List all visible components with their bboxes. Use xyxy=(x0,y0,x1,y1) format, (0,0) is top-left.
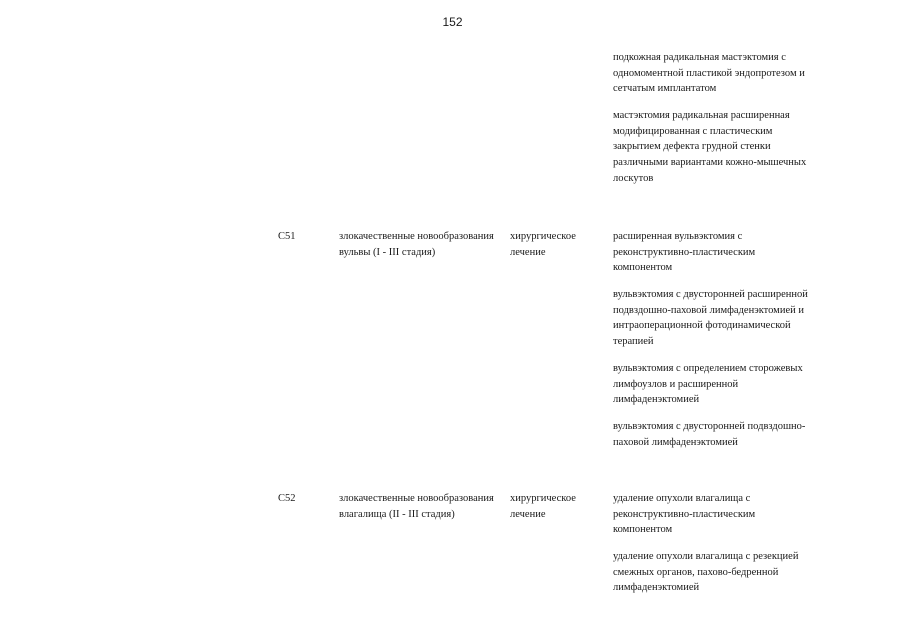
operation-item: удаление опухоли влагалища с реконструктивно-пластическим компонентом xyxy=(613,493,756,536)
operation-item: мастэктомия радикальная расширенная модифицированная с пластическим закрытием дефекта грудной стенки различными вариантами кожно-мышечных лоскутов xyxy=(613,110,807,184)
row-code: C52 xyxy=(278,493,296,504)
row-operations xyxy=(613,491,813,608)
operation-item: расширенная вульвэктомия с реконструктивно-пластическим компонентом xyxy=(613,231,756,274)
row-treatment: хирургическое лечение xyxy=(510,231,576,258)
row-treatment: хирургическое лечение xyxy=(510,493,576,520)
row-code: C51 xyxy=(278,231,296,242)
operation-item: вульвэктомия с двусторонней расширенной подвздошно-паховой лимфаденэктомией и интраоперационной фотодинамической терапией xyxy=(613,289,808,348)
operation-item: вульвэктомия с определением сторожевых лимфоузлов и расширенной лимфаденэктомией xyxy=(613,363,803,406)
row-operations xyxy=(613,229,813,462)
row-diagnosis: злокачественные новообразования вульвы (I - III стадия) xyxy=(339,231,494,258)
operation-item: подкожная радикальная мастэктомия с одномоментной пластикой эндопротезом и сетчатым имплантатом xyxy=(613,52,805,95)
continued-operations xyxy=(613,50,813,198)
row-diagnosis: злокачественные новообразования влагалища (II - III стадия) xyxy=(339,493,494,520)
page-number: 152 xyxy=(442,15,463,29)
operation-item: вульвэктомия с двусторонней подвздошно-паховой лимфаденэктомией xyxy=(613,421,806,449)
operation-item: удаление опухоли влагалища с резекцией смежных органов, пахово-бедренной лимфаденэктомией xyxy=(613,551,799,594)
